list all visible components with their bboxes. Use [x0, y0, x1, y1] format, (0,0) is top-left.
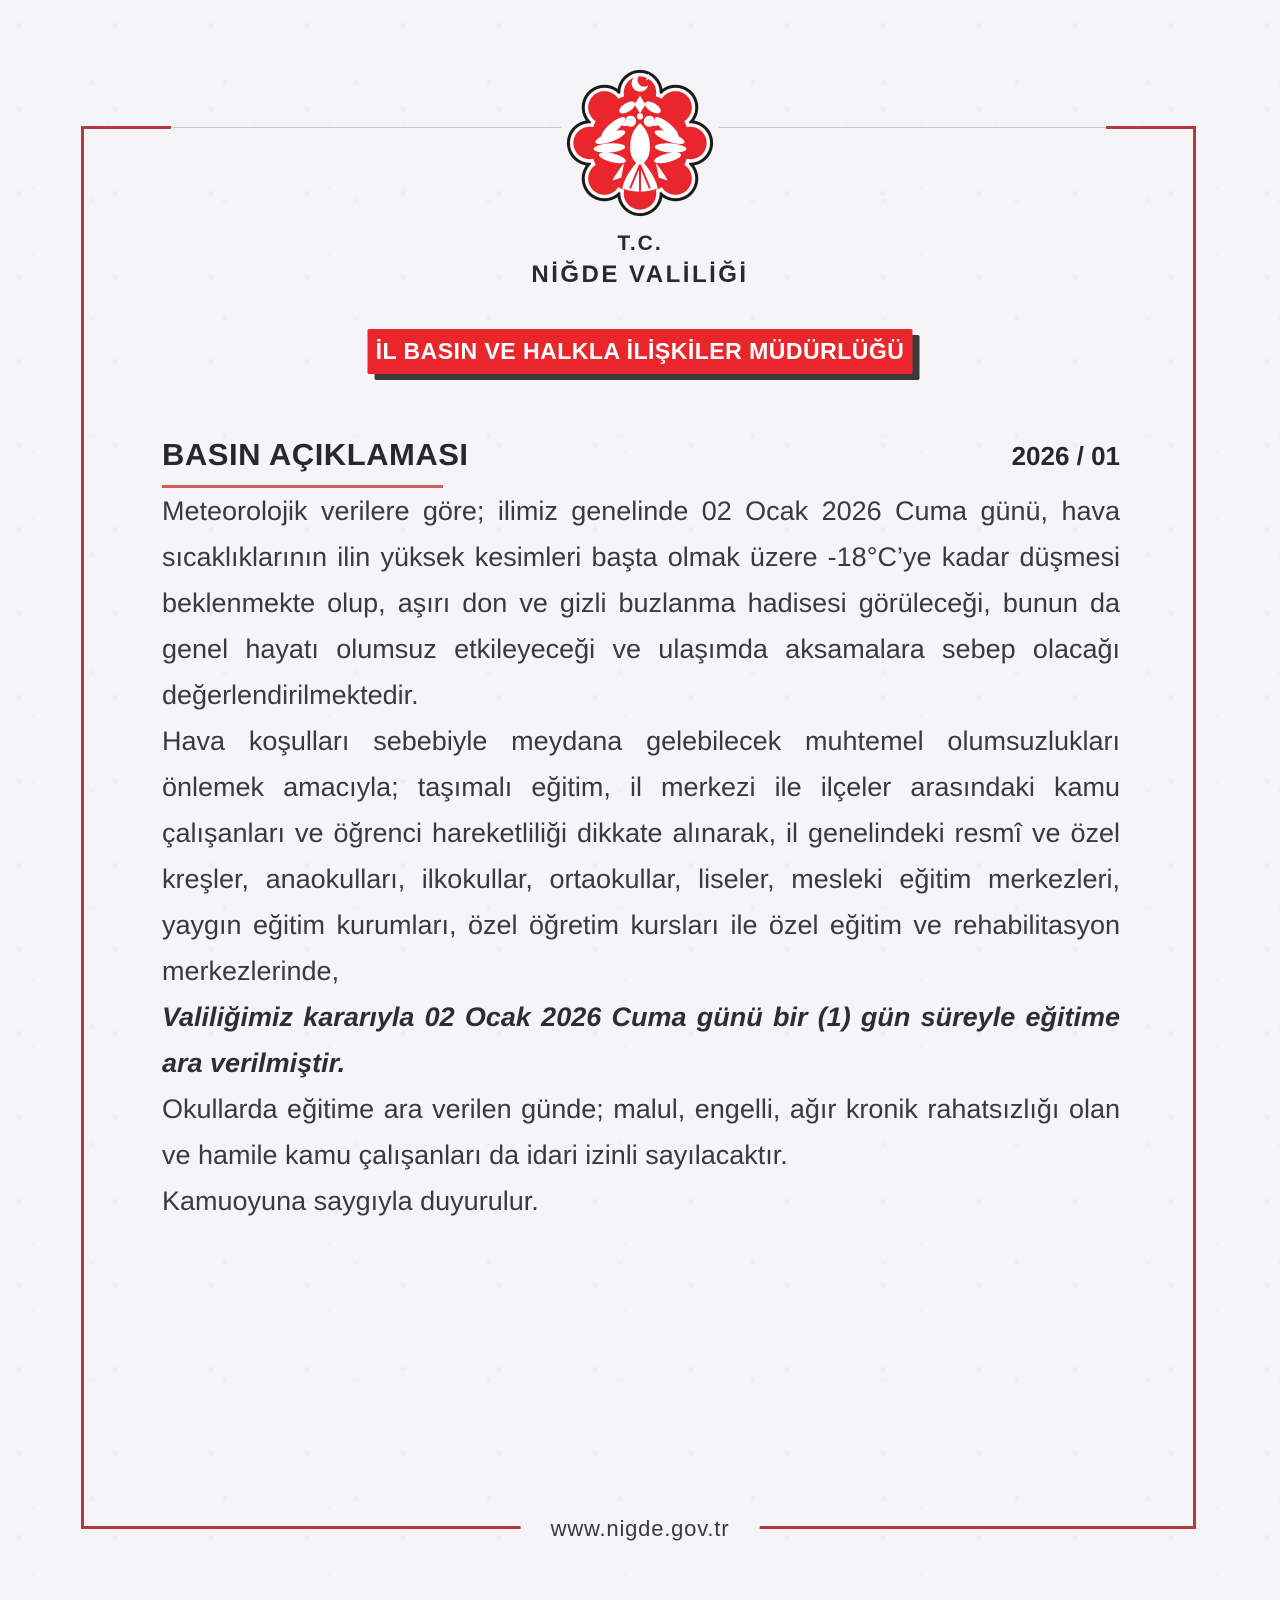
department-banner [368, 329, 913, 374]
org-prefix: T.C. [617, 232, 663, 255]
paragraph-decision-intro: Hava koşulları sebebiyle meydana gelebilecek muhtemel olumsuzlukları önlemek amacıyla; taşımalı eğitim, il merkezi ile ilçeler arasındaki kamu çalışanları ve öğrenci hareketliliği dikkate alınarak, il genelindeki resmî ve özel kreşler, anaokulları, ilkokullar, ortaokullar, liseler, mesleki eğitim merkezleri, yaygın eğitim kurumları, özel öğretim kursları ile özel eğitim ve rehabilitasyon merkezlerinde, [162, 726, 1120, 986]
nigde-governorship-emblem [561, 64, 719, 222]
footer [521, 1508, 760, 1550]
document-body [162, 437, 1120, 1224]
department-banner-label: İL BASIN VE HALKLA İLİŞKİLER MÜDÜRLÜĞÜ [375, 338, 905, 364]
org-title-block [0, 232, 1280, 289]
frame-corner-accent-left [81, 126, 171, 129]
seal-icon [561, 64, 719, 222]
title-row [162, 437, 1120, 488]
title-wrap [162, 437, 469, 488]
document-title: BASIN AÇIKLAMASI [162, 437, 469, 472]
paragraph-decision [162, 718, 1120, 1086]
paragraph-weather: Meteorolojik verilere göre; ilimiz genelinde 02 Ocak 2026 Cuma günü, hava sıcaklıklarının ilin yüksek kesimleri başta olmak üzere -18°C’ye kadar düşmesi beklenmekte olup, aşırı don ve gizli buzlanma hadisesi görüleceği, bunun da genel hayatı olumsuz etkileyeceği ve ulaşımda aksamalara sebep olacağı değerlendirilmektedir. [162, 496, 1120, 710]
decision-emphasis: Valiliğimiz kararıyla 02 Ocak 2026 Cuma günü bir (1) gün süreyle eğitime ara verilmiştir. [162, 1002, 1120, 1078]
paragraph-closing: Kamuoyuna saygıyla duyurulur. [162, 1186, 539, 1216]
reference-number: 2026 / 01 [1011, 441, 1120, 471]
website-link[interactable]: www.nigde.gov.tr [550, 1516, 730, 1541]
frame-corner-accent-right [1106, 126, 1196, 129]
paragraph-leave: Okullarda eğitime ara verilen günde; malul, engelli, ağır kronik rahatsızlığı olan ve hamile kamu çalışanları da idari izinli sayılacaktır. [162, 1094, 1120, 1170]
org-name: NİĞDE VALİLİĞİ [531, 261, 749, 288]
